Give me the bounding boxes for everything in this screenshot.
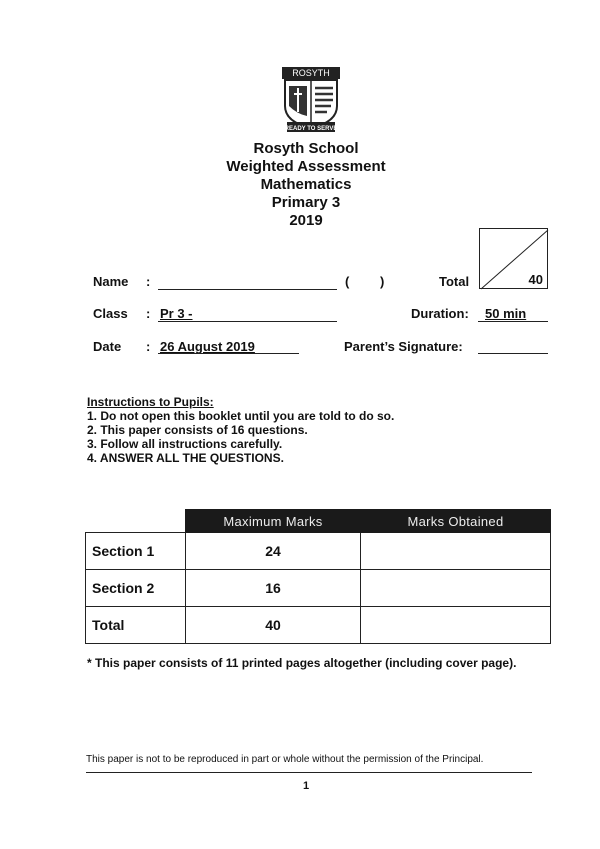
section-2-obtained[interactable]: [361, 570, 551, 607]
section-1-label: Section 1: [86, 533, 186, 570]
section-1-obtained[interactable]: [361, 533, 551, 570]
footer-divider: [86, 772, 532, 773]
total-label: Total: [439, 274, 470, 289]
crest-top-text: ROSYTH: [292, 68, 330, 78]
total-row-max: 40: [186, 607, 361, 644]
date-value: 26 August 2019: [160, 339, 255, 354]
total-score-box[interactable]: [479, 228, 548, 289]
parent-signature-line[interactable]: [478, 353, 548, 354]
section-1-max: 24: [186, 533, 361, 570]
instructions-title: Instructions to Pupils:: [87, 395, 214, 409]
name-input-line[interactable]: [158, 289, 337, 290]
class-input-line[interactable]: [158, 321, 337, 322]
total-max-score: 40: [528, 272, 543, 287]
class-colon: :: [146, 306, 151, 321]
name-colon: :: [146, 274, 151, 289]
instruction-item: 1. Do not open this booklet until you are told to do so.: [87, 409, 395, 423]
subject-title: Mathematics: [260, 176, 352, 193]
duration-label: Duration:: [411, 306, 469, 321]
instruction-item: 2. This paper consists of 16 questions.: [87, 423, 308, 437]
date-input-line: [158, 353, 299, 354]
section-2-label: Section 2: [86, 570, 186, 607]
copyright-notice: This paper is not to be reproduced in part or whole without the permission of the Principal.: [86, 754, 484, 765]
table-row: [86, 607, 551, 644]
class-value: Pr 3 -: [160, 306, 193, 321]
marks-header-blank: [86, 510, 186, 533]
class-label: Class: [93, 306, 128, 321]
instruction-item: 4. ANSWER ALL THE QUESTIONS.: [87, 451, 284, 465]
crest-motto: READY TO SERVE: [284, 126, 338, 132]
duration-value: 50 min: [485, 306, 527, 321]
page-number: 1: [302, 780, 310, 792]
total-row-obtained[interactable]: [361, 607, 551, 644]
maximum-marks-header: Maximum Marks: [186, 510, 361, 533]
date-label: Date: [93, 339, 122, 354]
school-name: Rosyth School: [253, 140, 359, 157]
name-label: Name: [93, 274, 129, 289]
duration-line: [478, 321, 548, 322]
table-row: [86, 570, 551, 607]
instruction-item: 3. Follow all instructions carefully.: [87, 437, 283, 451]
index-paren-open: (: [345, 274, 350, 289]
marks-table: [85, 509, 551, 644]
parent-signature-label: Parent’s Signature:: [344, 339, 463, 354]
marks-obtained-header: Marks Obtained: [361, 510, 551, 533]
table-row: [86, 533, 551, 570]
section-2-max: 16: [186, 570, 361, 607]
school-crest-logo: [281, 66, 341, 134]
level-title: Primary 3: [271, 194, 341, 211]
year-title: 2019: [289, 212, 323, 229]
index-paren-close: ): [380, 274, 385, 289]
marks-table-header-row: [86, 510, 551, 533]
total-row-label: Total: [86, 607, 186, 644]
pages-note: * This paper consists of 11 printed pages altogether (including cover page).: [87, 656, 517, 670]
date-colon: :: [146, 339, 151, 354]
assessment-title: Weighted Assessment: [226, 158, 386, 175]
